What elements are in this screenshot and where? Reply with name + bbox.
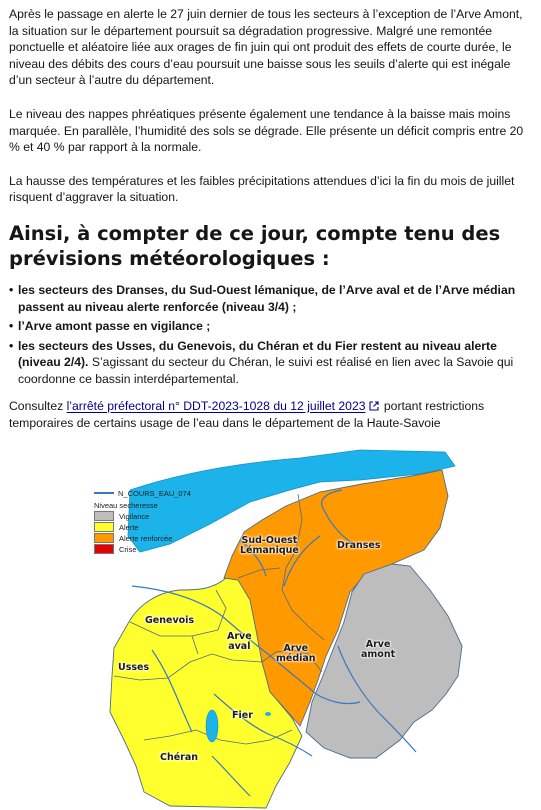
legend-river-label: N_COURS_EAU_074 bbox=[118, 488, 191, 498]
region-label-cheran: Chéran bbox=[160, 751, 199, 763]
consult-before: Consultez bbox=[9, 398, 67, 413]
legend-item-label: Vigilance bbox=[119, 511, 150, 521]
drought-map bbox=[0, 440, 541, 810]
legend-item-alerte-renforcee bbox=[94, 533, 191, 544]
region-label-usses: Usses bbox=[118, 661, 150, 673]
measure-bold: l’Arve amont passe en vigilance ; bbox=[18, 319, 211, 334]
bullet: • bbox=[9, 338, 14, 353]
legend-item-crise bbox=[94, 544, 191, 555]
region-label-arve-aval: Arve aval bbox=[227, 630, 252, 653]
region-label-genevois: Genevois bbox=[145, 614, 195, 626]
swatch-crise bbox=[94, 544, 114, 554]
map-legend bbox=[94, 488, 191, 555]
arrete-link[interactable] bbox=[67, 399, 366, 413]
lake-small bbox=[265, 712, 271, 716]
region-label-dranses: Dranses bbox=[337, 539, 381, 551]
measure-detail: S’agissant du secteur du Chéran, le suivi est réalisé en lien avec la Savoie qui coordonne ce bassin interdépartemental. bbox=[18, 355, 514, 386]
external-link-icon bbox=[369, 399, 379, 416]
legend-item-label: Alerte bbox=[119, 522, 139, 532]
swatch-alerte bbox=[94, 522, 114, 532]
legend-item-alerte bbox=[94, 522, 191, 533]
section-heading: Ainsi, à compter de ce jour, compte tenu des prévisions météorologiques : bbox=[9, 221, 501, 270]
bullet: • bbox=[9, 319, 14, 334]
measure-bold: les secteurs des Dranses, du Sud-Ouest lémanique, de l’Arve aval et de l’Arve médian passent au niveau alerte renforcée (niveau 3/4) ; bbox=[18, 282, 516, 314]
lake-annecy bbox=[206, 710, 218, 742]
list-item bbox=[9, 282, 531, 315]
swatch-alerte-renforcee bbox=[94, 533, 114, 543]
river-line-icon bbox=[94, 492, 114, 494]
region-label-arve-amont: Arve amont bbox=[361, 638, 396, 661]
bullet: • bbox=[9, 282, 14, 297]
legend-item-label: Crise bbox=[119, 544, 137, 554]
region-label-fier: Fier bbox=[232, 709, 253, 721]
map-svg bbox=[0, 440, 541, 810]
measures-list bbox=[9, 282, 531, 388]
legend-item-label: Alerte renforcée bbox=[119, 533, 173, 543]
arrete-link-label[interactable]: l’arrêté préfectoral n° DDT-2023-1028 du 12 juillet 2023 bbox=[66, 398, 366, 413]
consult-after: portant restrictions temporaires de certains usage de l’eau dans le département de la Haute-Savoie bbox=[9, 398, 485, 431]
legend-title: Niveau secheresse bbox=[94, 500, 158, 510]
legend-river bbox=[94, 488, 191, 499]
list-item bbox=[9, 338, 531, 388]
list-item bbox=[9, 318, 531, 335]
swatch-vigilance bbox=[94, 511, 114, 521]
consult-paragraph bbox=[9, 398, 531, 432]
measure-bold: les secteurs des Usses, du Genevois, du Chéran et du Fier restent au niveau alerte (niveau 2/4). bbox=[18, 338, 497, 370]
region-label-arve-median: Arve médian bbox=[276, 642, 316, 665]
region-label-sud-ouest: Sud-Ouest Lémanique bbox=[240, 534, 299, 557]
intro-paragraph-3: La hausse des températures et les faibles précipitations attendues d’ici la fin du mois de juillet risquent d’aggraver la situation. bbox=[9, 173, 515, 205]
legend-item-vigilance bbox=[94, 511, 191, 522]
intro-paragraph-1: Après le passage en alerte le 27 juin dernier de tous les secteurs à l’exception de l’Arve Amont, la situation sur le département poursuit sa dégradation progressive. Malgré une remontée ponctuelle et aléatoire liée aux orages de fin juin qui ont produit des effets de courte durée, le niveau des débits des cours d’eau poursuit une baisse sous les seuils d’alerte qui est inégale d’un secteur à l’autre du département. bbox=[9, 7, 523, 88]
intro-paragraph-2: Le niveau des nappes phréatiques présente également une tendance à la baisse mais moins marquée. En parallèle, l’humidité des sols se dégrade. Elle présente un déficit compris entre 20 % et 40 % par rapport à la normale. bbox=[9, 106, 524, 155]
